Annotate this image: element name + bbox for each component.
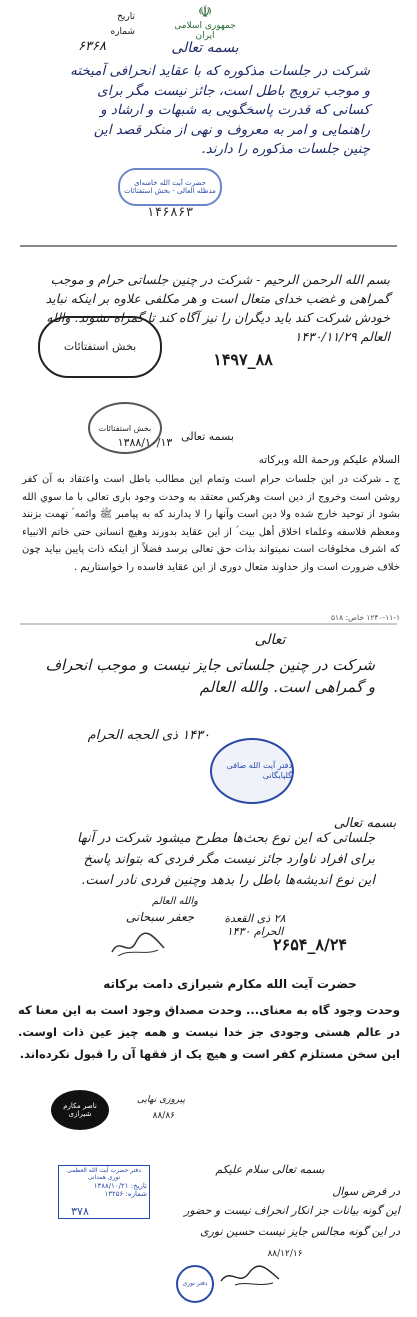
signature-icon bbox=[108, 930, 168, 960]
office-seal bbox=[48, 1087, 112, 1133]
letter-body: شرکت در جلسات مذکوره که با عقاید انحرافی آمیخته و موجب ترویج باطل است، جائز نیست مگر برای کسانی که قدرت پاسخگویی به شبهات و ارشاد و راهنمایی و امر به معروف و نهی از منکر قصد این چنین جلسات مذکوره را دارند. bbox=[70, 63, 370, 157]
office-seal bbox=[176, 1265, 214, 1303]
seal-text: دفتر نوری bbox=[182, 1280, 208, 1288]
reference-number: ۸/۲۴_۲۶۵۴ bbox=[273, 935, 347, 954]
reference-number: ۸۸_۱۴۹۷ bbox=[213, 350, 273, 369]
letter-footer: ۱۲۴۰-۱۱-۱ خاص: ۵۱۸ bbox=[330, 613, 400, 622]
letter-body: وحدت وجود گاه به معنای... وحدت مصداق وجود است به این معنا که در عالم هستی وجودی جز خدا نیست و همه چیز عین ذات اوست. این سخن مستلزم کفر است و هیچ یک از فقها آن را قبول نکرده‌اند. bbox=[18, 1003, 400, 1061]
office-stamp bbox=[210, 738, 294, 804]
stamp-text: حضرت آیت الله خامنه‌ای مدظله العالی - بخش استفتائات bbox=[124, 178, 216, 195]
letter-date: ۸۸/۱۲/۱۶ bbox=[267, 1249, 303, 1259]
letter-greeting: بسمه تعالی سلام علیکم bbox=[215, 1163, 325, 1176]
office-seal bbox=[38, 316, 162, 378]
letter-line: در این گونه مجالس جایز نیست حسین نوری bbox=[199, 1225, 400, 1238]
date-label: تاریخ bbox=[117, 12, 135, 22]
letter-greeting: بسمه تعالی bbox=[333, 816, 397, 831]
letter-body: بسم الله الرحمن الرحیم - شرکت در چنین جلساتی حرام و موجب گمراهی و غضب خدای متعال است و هر مکلفی علاوه بر اینکه نباید خودش شرکت کند باید دیگران را نیز آگاه کند تا گمراه نشوند. والله العالم ۱۴۳۰/۱۱/۲۹ bbox=[45, 272, 390, 344]
stamp-box-title: دفتر حضرت آیت الله العظمی نوری همدانی bbox=[67, 1167, 141, 1181]
signature-note: پیروزی نهایی bbox=[136, 1095, 185, 1105]
letter-5 bbox=[0, 810, 417, 970]
letter-greeting: تعالی bbox=[254, 632, 286, 648]
letter-4 bbox=[0, 628, 417, 798]
number-value: ۶۳۶۸ bbox=[78, 39, 106, 54]
salutation: السلام علیکم ورحمة الله وبركاته bbox=[258, 454, 400, 466]
seal-text: بخش استفتائات bbox=[63, 340, 137, 354]
number-label: شماره bbox=[110, 27, 135, 37]
letter-body: جلساتی که این نوع بحث‌ها مطرح میشود شرکت در آنها برای افراد ناوارد جائز نیست مگر فردی که بتواند پاسخ این نوع اندیشه‌ها باطل را بدهد وچنین فردی نادر است. bbox=[77, 831, 375, 888]
letter-7 bbox=[0, 1155, 417, 1317]
stamp-date: ۱۳۸۸/۱۰/۱۳ bbox=[117, 436, 173, 449]
footer-number: ۱۴۶۸۶۳ bbox=[146, 205, 194, 220]
emblem-icon: ☫ bbox=[197, 2, 213, 21]
signature: جعفر سبحانی bbox=[125, 910, 195, 924]
letter-line: در فرض سوال bbox=[332, 1185, 400, 1198]
letter-date: ۱۴۳۰ ذی الحجه الحرام bbox=[87, 728, 210, 743]
stamp-box-number: شماره: ۱۳۲۵۶ bbox=[104, 1189, 147, 1198]
letterhead-title: جمهوری اسلامی ایران bbox=[174, 21, 236, 41]
letter-greeting: بسمه تعالی bbox=[171, 40, 239, 56]
stamp-text: دفتر آیت الله صافی گلپایگانی bbox=[226, 761, 292, 780]
letter-date: ۲۸ ذی القعدة الحرام ۱۴۳۰ bbox=[224, 912, 286, 938]
stamp-id: ۳۷۸ bbox=[71, 1205, 89, 1218]
divider bbox=[20, 245, 397, 247]
stamp-box-date: تاریخ: ۱۳۸۸/۱۰/۲۱ bbox=[93, 1181, 147, 1190]
letter-heading: حضرت آیت الله مکارم شیرازی دامت برکاته bbox=[103, 977, 357, 991]
letter-3 bbox=[0, 400, 417, 622]
office-stamp bbox=[118, 168, 222, 206]
closing: والله العالم bbox=[152, 896, 198, 907]
letter-body: ج ـ شرکت در این جلسات حرام است وتمام این مطالب باطل است واعتقاد به آن کفر روشن است وخروج از دین است وهرکس معتقد به وحدت وجود باری تعالی با ما سوي الله بشود از توحيد خارج شده ولا دين است وآنها را لا يدارند كه به پیامبر ﷺ وائمه ؑ تهمت بزنند ومعظم فلاسفه وعلماء اخلاق أهل بيت ؑ از اين عقايد بدورند وهيچ انسانى حتى خاتم الانبياء كه اشرف مخلوقات است نميتواند بذات حق تعالى برسد فضلاً از اينكه ذات پايين بيايد چون خلاف ضرورت است واز حداوند متعال دورى از اين عقايد فاسده را خواستاريم . bbox=[22, 474, 400, 573]
letter-2 bbox=[0, 250, 417, 390]
stamp-text: بخش استفتائات bbox=[98, 423, 152, 433]
divider bbox=[20, 623, 397, 625]
seal-text: ناصر مکارم شیرازی bbox=[63, 1101, 97, 1118]
reference-number: ۸۸/۸۶ bbox=[152, 1111, 175, 1121]
letter-6 bbox=[0, 975, 417, 1150]
letter-1 bbox=[0, 0, 417, 220]
signature-icon bbox=[215, 1263, 285, 1291]
letter-line: این گونه بیانات جز انکار انحراف نیست و حضور bbox=[184, 1204, 400, 1217]
letter-greeting: بسمه تعالی bbox=[181, 430, 234, 443]
letter-body: شرکت در چنین جلساتی جایز نیست و موجب انحراف و گمراهی است. والله العالم bbox=[45, 656, 375, 696]
